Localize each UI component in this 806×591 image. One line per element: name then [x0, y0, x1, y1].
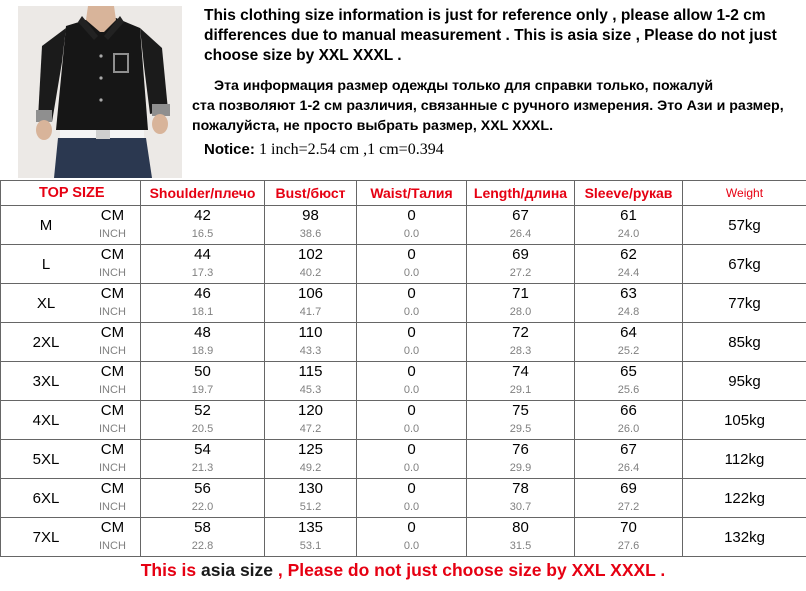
- unit-inch: INCH: [99, 501, 126, 513]
- bust-cell: [265, 401, 357, 440]
- sleeve-inch-value: 27.2: [617, 501, 640, 513]
- bust-cell: [265, 440, 357, 479]
- table-row: [1, 440, 806, 479]
- unit-inch: INCH: [99, 423, 126, 435]
- weight-cell: 85kg: [683, 323, 806, 362]
- unit-cm: CM: [100, 519, 125, 536]
- unit-inch: INCH: [99, 228, 126, 240]
- bust-cell: [265, 323, 357, 362]
- sleeve-cm-value: 69: [620, 480, 637, 497]
- shoulder-cm-value: 58: [194, 519, 211, 536]
- table-row: [1, 206, 806, 245]
- waist-cell: [357, 323, 467, 362]
- sleeve-cell: [575, 479, 683, 518]
- unit-labels: [91, 285, 126, 321]
- sleeve-cell: [575, 362, 683, 401]
- shoulder-inch-value: 16.5: [191, 228, 214, 240]
- unit-labels: [91, 402, 126, 438]
- shoulder-cell: [141, 206, 265, 245]
- size-notes: [192, 6, 792, 160]
- unit-labels: [91, 363, 126, 399]
- header-waist: Waist/Талия: [357, 181, 467, 206]
- waist-cell: [357, 440, 467, 479]
- sleeve-inch-value: 25.2: [617, 345, 640, 357]
- waist-cm-value: 0: [407, 480, 416, 497]
- shoulder-cell: [141, 518, 265, 557]
- unit-cm: CM: [100, 441, 125, 458]
- unit-cm: CM: [100, 402, 125, 419]
- unit-labels: [91, 324, 126, 360]
- shoulder-inch-value: 22.0: [191, 501, 214, 513]
- bust-inch-value: 38.6: [299, 228, 322, 240]
- shoulder-cell: [141, 245, 265, 284]
- length-cm-value: 76: [512, 441, 529, 458]
- header-shoulder: Shoulder/плечо: [141, 181, 265, 206]
- bust-inch-value: 49.2: [299, 462, 322, 474]
- length-cell: [467, 362, 575, 401]
- sleeve-inch-value: 24.8: [617, 306, 640, 318]
- shoulder-cm-value: 54: [194, 441, 211, 458]
- table-row: [1, 245, 806, 284]
- notice-label: Notice:: [204, 141, 255, 158]
- sleeve-cm-value: 62: [620, 246, 637, 263]
- length-cell: [467, 206, 575, 245]
- length-inch-value: 31.5: [509, 540, 532, 552]
- weight-cell: 122kg: [683, 479, 806, 518]
- bottom-warning-asia-size: asia size: [201, 560, 274, 580]
- sleeve-cell: [575, 323, 683, 362]
- size-label: 7XL: [32, 528, 60, 546]
- shoulder-cell: [141, 479, 265, 518]
- length-cm-value: 72: [512, 324, 529, 341]
- waist-cell: [357, 284, 467, 323]
- length-cell: [467, 479, 575, 518]
- bust-cell: [265, 245, 357, 284]
- bottom-warning-part1: This is: [140, 560, 202, 580]
- bust-cell: [265, 284, 357, 323]
- unit-cm: CM: [100, 363, 125, 380]
- sleeve-cell: [575, 401, 683, 440]
- shoulder-cm-value: 46: [194, 285, 211, 302]
- header-length: Length/длина: [467, 181, 575, 206]
- sleeve-cell: [575, 284, 683, 323]
- english-note: This clothing size information is just for reference only , please allow 1-2 cm differences due to manual measurement . This is asia size , Please do not just choose size by XXL XXXL .: [204, 7, 777, 64]
- bust-cell: [265, 518, 357, 557]
- bust-cm-value: 125: [297, 441, 324, 458]
- waist-cm-value: 0: [407, 246, 416, 263]
- bust-cm-value: 106: [297, 285, 324, 302]
- length-inch-value: 28.3: [509, 345, 532, 357]
- table-body: [1, 206, 806, 557]
- bust-cm-value: 135: [297, 519, 324, 536]
- length-inch-value: 29.1: [509, 384, 532, 396]
- unit-cm: CM: [100, 480, 125, 497]
- sleeve-inch-value: 25.6: [617, 384, 640, 396]
- size-cell: [1, 518, 141, 557]
- length-cm-value: 80: [512, 519, 529, 536]
- length-cm-value: 67: [512, 207, 529, 224]
- weight-cell: 77kg: [683, 284, 806, 323]
- shoulder-cm-value: 48: [194, 324, 211, 341]
- waist-inch-value: 0.0: [403, 228, 420, 240]
- bust-inch-value: 45.3: [299, 384, 322, 396]
- waist-inch-value: 0.0: [403, 345, 420, 357]
- shoulder-cm-value: 56: [194, 480, 211, 497]
- length-cell: [467, 284, 575, 323]
- waist-cell: [357, 479, 467, 518]
- header-bust: Bust/бюст: [265, 181, 357, 206]
- shoulder-cell: [141, 362, 265, 401]
- size-cell: [1, 245, 141, 284]
- bust-cm-value: 115: [298, 363, 323, 380]
- length-cm-value: 74: [512, 363, 529, 380]
- waist-cm-value: 0: [407, 441, 416, 458]
- bottom-warning-part3: , Please do not just choose size by XXL XXXL .: [273, 560, 666, 580]
- size-cell: [1, 206, 141, 245]
- shoulder-cm-value: 50: [194, 363, 211, 380]
- shoulder-inch-value: 18.1: [191, 306, 214, 318]
- waist-inch-value: 0.0: [403, 306, 420, 318]
- size-cell: [1, 284, 141, 323]
- bust-cm-value: 130: [297, 480, 324, 497]
- waist-inch-value: 0.0: [403, 501, 420, 513]
- sleeve-cm-value: 64: [620, 324, 637, 341]
- sleeve-cm-value: 70: [620, 519, 637, 536]
- length-cell: [467, 518, 575, 557]
- unit-labels: [91, 480, 126, 516]
- unit-labels: [91, 207, 126, 243]
- unit-inch: INCH: [99, 384, 126, 396]
- table-row: [1, 284, 806, 323]
- sleeve-cm-value: 67: [620, 441, 637, 458]
- bust-cm-value: 98: [302, 207, 319, 224]
- unit-labels: [91, 441, 126, 477]
- waist-cm-value: 0: [407, 519, 416, 536]
- weight-cell: 57kg: [683, 206, 806, 245]
- table-header-row: [1, 181, 806, 206]
- bust-inch-value: 47.2: [299, 423, 322, 435]
- shoulder-cm-value: 44: [194, 246, 211, 263]
- unit-cm: CM: [100, 207, 125, 224]
- bust-inch-value: 43.3: [299, 345, 322, 357]
- waist-inch-value: 0.0: [403, 267, 420, 279]
- unit-cm: CM: [100, 246, 125, 263]
- shoulder-inch-value: 17.3: [191, 267, 214, 279]
- length-cell: [467, 440, 575, 479]
- weight-cell: 105kg: [683, 401, 806, 440]
- size-cell: [1, 440, 141, 479]
- waist-inch-value: 0.0: [403, 540, 420, 552]
- bust-inch-value: 53.1: [299, 540, 322, 552]
- product-photo: [18, 6, 182, 178]
- waist-inch-value: 0.0: [403, 462, 420, 474]
- bust-cell: [265, 362, 357, 401]
- shoulder-cell: [141, 401, 265, 440]
- table-row: [1, 401, 806, 440]
- size-cell: [1, 479, 141, 518]
- russian-note-rest: ста позволяют 1-2 см различия, связанные с ручного измерения. Это Ази и размер, пожалуйста, не просто выбрать размер, XXL XXXL.: [192, 98, 784, 134]
- size-label: L: [41, 255, 51, 273]
- length-inch-value: 28.0: [509, 306, 532, 318]
- unit-inch: INCH: [99, 540, 126, 552]
- table-row: [1, 518, 806, 557]
- bust-inch-value: 41.7: [299, 306, 322, 318]
- sleeve-cm-value: 61: [620, 207, 637, 224]
- waist-cell: [357, 401, 467, 440]
- waist-cm-value: 0: [407, 285, 416, 302]
- shoulder-inch-value: 22.8: [191, 540, 214, 552]
- length-inch-value: 26.4: [509, 228, 532, 240]
- shoulder-inch-value: 20.5: [191, 423, 214, 435]
- waist-cm-value: 0: [407, 207, 416, 224]
- sleeve-cm-value: 65: [620, 363, 637, 380]
- bust-inch-value: 40.2: [299, 267, 322, 279]
- sleeve-cell: [575, 245, 683, 284]
- shoulder-cm-value: 42: [194, 207, 211, 224]
- weight-cell: 95kg: [683, 362, 806, 401]
- size-label: 6XL: [32, 489, 60, 507]
- waist-cell: [357, 518, 467, 557]
- table-row: [1, 362, 806, 401]
- model-shirt-image: [18, 6, 182, 178]
- length-cell: [467, 323, 575, 362]
- conversion-notice: [204, 140, 792, 160]
- table-row: [1, 323, 806, 362]
- sleeve-inch-value: 26.4: [617, 462, 640, 474]
- unit-inch: INCH: [99, 345, 126, 357]
- length-cell: [467, 245, 575, 284]
- sleeve-inch-value: 24.0: [617, 228, 640, 240]
- waist-inch-value: 0.0: [403, 384, 420, 396]
- size-label: 2XL: [32, 333, 60, 351]
- size-table: [0, 180, 806, 557]
- sleeve-cm-value: 66: [620, 402, 637, 419]
- unit-inch: INCH: [99, 306, 126, 318]
- sleeve-cm-value: 63: [620, 285, 637, 302]
- bust-cell: [265, 206, 357, 245]
- size-label: M: [39, 216, 53, 234]
- waist-cm-value: 0: [407, 324, 416, 341]
- header-weight: Weight: [683, 181, 806, 206]
- size-label: 3XL: [32, 372, 60, 390]
- size-label: 4XL: [32, 411, 60, 429]
- length-inch-value: 27.2: [509, 267, 532, 279]
- length-inch-value: 30.7: [509, 501, 532, 513]
- weight-cell: 67kg: [683, 245, 806, 284]
- bust-inch-value: 51.2: [299, 501, 322, 513]
- russian-note: [192, 76, 792, 136]
- unit-cm: CM: [100, 324, 125, 341]
- shoulder-inch-value: 21.3: [191, 462, 214, 474]
- shoulder-cell: [141, 440, 265, 479]
- size-cell: [1, 362, 141, 401]
- length-inch-value: 29.5: [509, 423, 532, 435]
- weight-cell: 132kg: [683, 518, 806, 557]
- unit-inch: INCH: [99, 462, 126, 474]
- sleeve-cell: [575, 206, 683, 245]
- notice-value: 1 inch=2.54 cm ,1 cm=0.394: [259, 141, 444, 158]
- shoulder-inch-value: 18.9: [191, 345, 214, 357]
- waist-inch-value: 0.0: [403, 423, 420, 435]
- shoulder-cm-value: 52: [194, 402, 211, 419]
- waist-cell: [357, 206, 467, 245]
- size-label: XL: [36, 294, 56, 312]
- sleeve-cell: [575, 440, 683, 479]
- waist-cm-value: 0: [407, 402, 416, 419]
- shoulder-cell: [141, 323, 265, 362]
- sleeve-inch-value: 27.6: [617, 540, 640, 552]
- length-cm-value: 71: [512, 285, 529, 302]
- length-inch-value: 29.9: [509, 462, 532, 474]
- sleeve-inch-value: 26.0: [617, 423, 640, 435]
- unit-cm: CM: [100, 285, 125, 302]
- size-label: 5XL: [32, 450, 60, 468]
- size-cell: [1, 401, 141, 440]
- bust-cm-value: 120: [297, 402, 324, 419]
- bust-cell: [265, 479, 357, 518]
- weight-cell: 112kg: [683, 440, 806, 479]
- size-cell: [1, 323, 141, 362]
- length-cell: [467, 401, 575, 440]
- unit-inch: INCH: [99, 267, 126, 279]
- header-top-size: TOP SIZE: [1, 181, 141, 206]
- russian-note-first-line: Эта информация размер одежды только для справки только, пожалуй: [214, 78, 714, 94]
- bottom-warning: [0, 560, 806, 581]
- header-sleeve: Sleeve/рукав: [575, 181, 683, 206]
- unit-labels: [91, 246, 126, 282]
- length-cm-value: 75: [512, 402, 529, 419]
- waist-cell: [357, 362, 467, 401]
- length-cm-value: 69: [512, 246, 529, 263]
- length-cm-value: 78: [512, 480, 529, 497]
- waist-cm-value: 0: [407, 363, 416, 380]
- sleeve-cell: [575, 518, 683, 557]
- bust-cm-value: 102: [297, 246, 324, 263]
- shoulder-inch-value: 19.7: [191, 384, 214, 396]
- bust-cm-value: 110: [298, 324, 323, 341]
- table-row: [1, 479, 806, 518]
- sleeve-inch-value: 24.4: [617, 267, 640, 279]
- unit-labels: [91, 519, 126, 555]
- waist-cell: [357, 245, 467, 284]
- shoulder-cell: [141, 284, 265, 323]
